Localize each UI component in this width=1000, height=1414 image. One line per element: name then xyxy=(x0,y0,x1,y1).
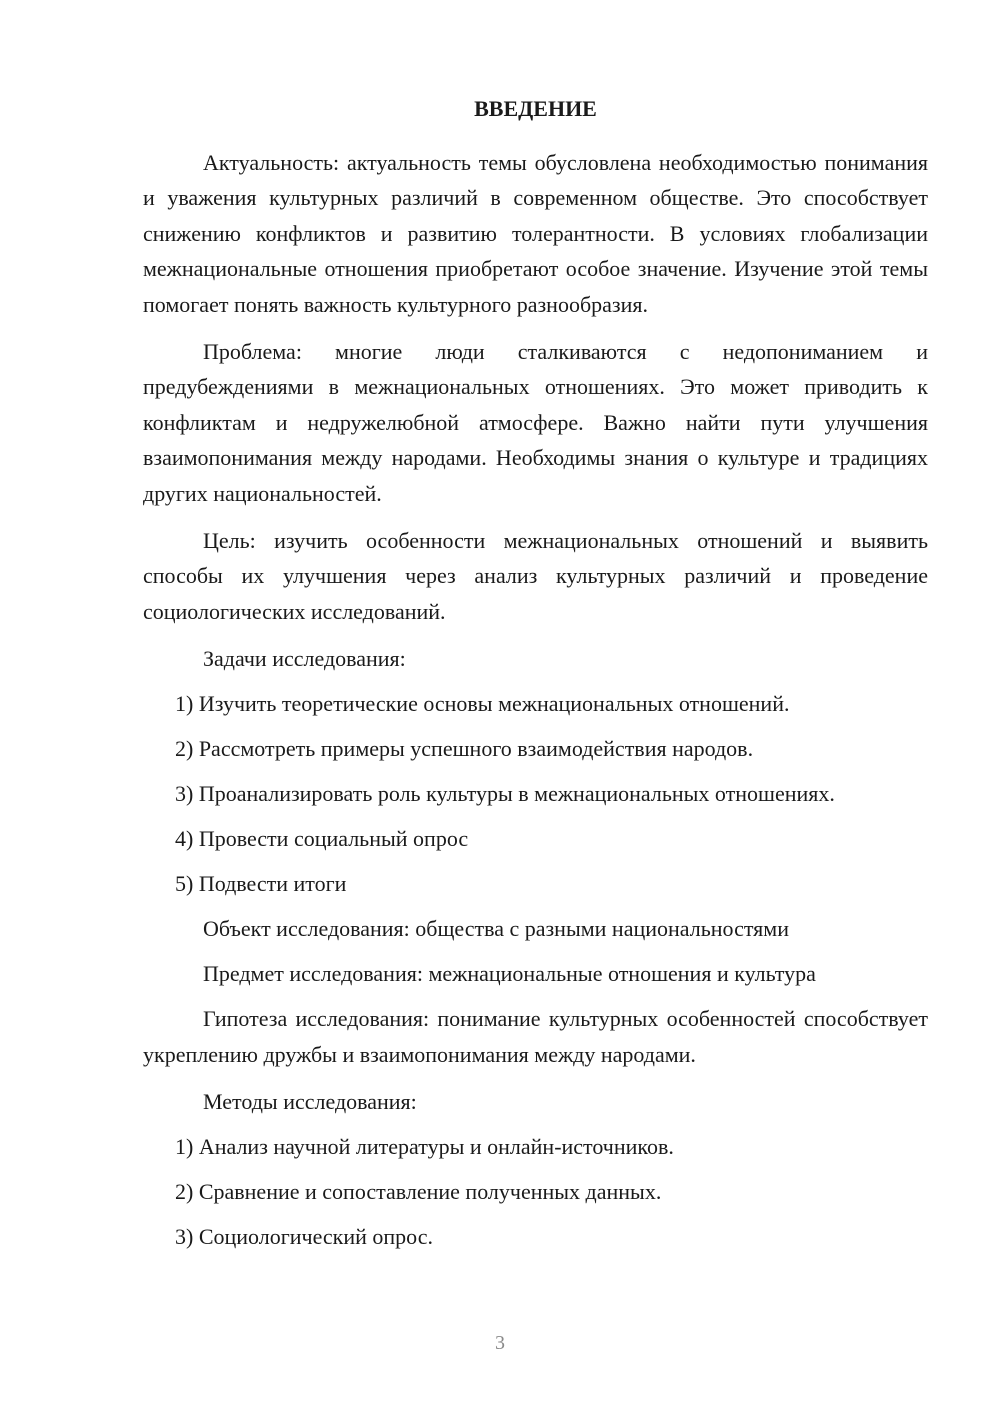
task-item: 4) Провести социальный опрос xyxy=(175,826,469,852)
goal-paragraph: Цель: изучить особенности межнациональных отношений и выявить способы их улучшения через анализ культурных различий и проведение социологических исследований. xyxy=(143,528,928,624)
task-item: 1) Изучить теоретические основы межнациональных отношений. xyxy=(175,691,790,717)
document-page xyxy=(143,92,928,1264)
method-item: 1) Анализ научной литературы и онлайн-источников. xyxy=(175,1134,674,1160)
research-object: Объект исследования: общества с разными национальностями xyxy=(203,916,789,942)
task-item: 5) Подвести итоги xyxy=(175,871,347,897)
tasks-title: Задачи исследования: xyxy=(203,646,406,672)
relevance-paragraph: Актуальность: актуальность темы обусловлена необходимостью понимания и уважения культурных различий в современном обществе. Это способствует снижению конфликтов и развитию толерантности. В условиях глобализации межнациональные отношения приобретают особое значение. Изучение этой темы помогает понять важность культурного разнообразия. xyxy=(143,150,928,317)
hypothesis-paragraph: Гипотеза исследования: понимание культурных особенностей способствует укреплению дружбы и взаимопонимания между народами. xyxy=(143,1006,928,1067)
page-number: 3 xyxy=(495,1332,505,1354)
task-item: 3) Проанализировать роль культуры в межнациональных отношениях. xyxy=(175,781,835,807)
research-subject: Предмет исследования: межнациональные отношения и культура xyxy=(203,961,816,987)
methods-title: Методы исследования: xyxy=(203,1089,417,1115)
problem-paragraph: Проблема: многие люди сталкиваются с недопониманием и предубеждениями в межнациональных отношениях. Это может приводить к конфликтам и недружелюбной атмосфере. Важно найти пути улучшения взаимопонимания между народами. Необходимы знания о культуре и традициях других национальностей. xyxy=(143,339,928,506)
method-item: 2) Сравнение и сопоставление полученных данных. xyxy=(175,1179,662,1205)
task-item: 2) Рассмотреть примеры успешного взаимодействия народов. xyxy=(175,736,754,762)
page-title: ВВЕДЕНИЕ xyxy=(474,96,597,121)
method-item: 3) Социологический опрос. xyxy=(175,1224,433,1250)
